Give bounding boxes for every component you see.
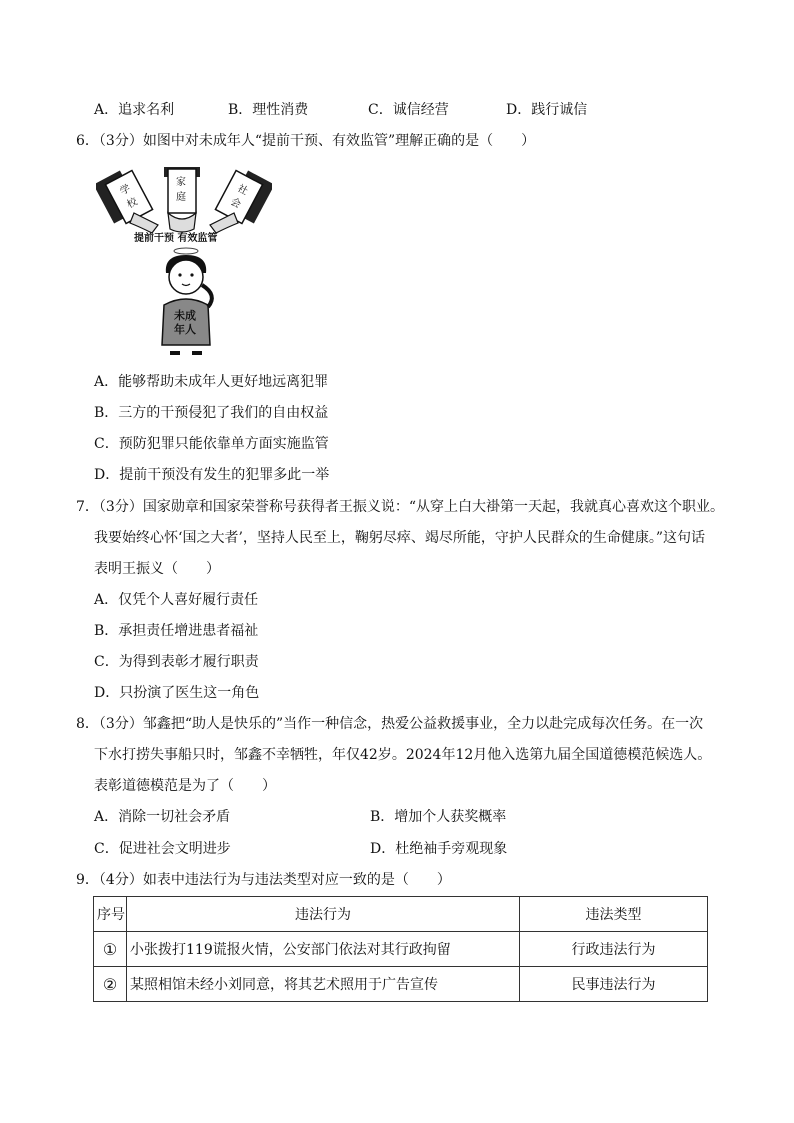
q8-option-b: B．增加个人获奖概率 — [370, 809, 507, 825]
q7-stem-line1: 7．（3分）国家勋章和国家荣誉称号获得者王振义说：“从穿上白大褂第一天起，我就真心喜欢这个职业。 — [76, 499, 724, 515]
table-row — [94, 932, 708, 967]
q7-stem-line3: 表明王振义（ ） — [94, 561, 220, 577]
q5-option-d: D．践行诚信 — [506, 102, 588, 118]
q9-row1-index: ① — [94, 932, 127, 967]
table-row — [94, 967, 708, 1002]
q9-row2-index: ② — [94, 967, 127, 1002]
q7-stem-line2: 我要始终心怀‘国之大者’，坚持人民至上，鞠躬尽瘁、竭尽所能，守护人民群众的生命健康。”这句话 — [94, 530, 706, 546]
q5-options — [94, 100, 714, 120]
hand-label-school-2: 校 — [125, 196, 140, 211]
q8-option-d: D．杜绝袖手旁观现象 — [370, 841, 508, 857]
q7-option-b: B．承担责任增进患者福祉 — [94, 623, 259, 639]
q7-option-a: A．仅凭个人喜好履行责任 — [94, 592, 259, 608]
q6-option-c: C．预防犯罪只能依靠单方面实施监管 — [94, 436, 329, 452]
q8-stem-line1: 8．（3分）邹鑫把“助人是快乐的”当作一种信念，热爱公益救援事业，全力以赴完成每次任务。在一次 — [76, 716, 704, 732]
hand-label-family-1: 家 — [176, 177, 186, 188]
q5-option-b: B．理性消费 — [228, 102, 309, 118]
q9-stem: 9．（4分）如表中违法行为与违法类型对应一致的是（ ） — [76, 872, 451, 888]
q7-option-c: C．为得到表彰才履行职责 — [94, 654, 259, 670]
q8-option-c: C．促进社会文明进步 — [94, 841, 231, 857]
q9-row2-act: 某照相馆未经小刘同意，将其艺术照用于广告宣传 — [127, 967, 520, 1002]
q8-stem-line3: 表彰道德模范是为了（ ） — [94, 778, 276, 794]
q6-illustration — [96, 167, 272, 355]
q9-header-act: 违法行为 — [127, 897, 520, 932]
hand-label-society-2: 会 — [228, 196, 243, 211]
q6-option-b: B．三方的干预侵犯了我们的自由权益 — [94, 405, 329, 421]
q5-option-a: A．追求名利 — [94, 102, 175, 118]
q9-header-index: 序号 — [94, 897, 127, 932]
q7-option-d: D．只扮演了医生这一角色 — [94, 685, 260, 701]
person-label-line1: 未成 — [174, 309, 196, 322]
q6-stem: 6．（3分）如图中对未成年人“提前干预、有效监管”理解正确的是（ ） — [76, 133, 536, 149]
hand-family-icon — [164, 167, 200, 232]
hand-label-school-1: 学 — [118, 183, 133, 198]
hand-label-family-2: 庭 — [176, 192, 186, 203]
q9-row2-type: 民事违法行为 — [520, 967, 708, 1002]
q8-stem-line2: 下水打捞失事船只时，邹鑫不幸牺牲，年仅42岁。2024年12月他入选第九届全国道德模范候选人。 — [94, 747, 712, 763]
minor-person-icon — [162, 255, 212, 355]
q9-header-type: 违法类型 — [520, 897, 708, 932]
illustration-caption: 提前干预 有效监管 — [134, 233, 218, 244]
q8-option-a: A．消除一切社会矛盾 — [94, 809, 231, 825]
q5-option-c: C．诚信经营 — [368, 102, 449, 118]
q9-table — [93, 896, 708, 1002]
hand-society-icon — [210, 171, 272, 233]
hand-label-society-1: 社 — [235, 183, 250, 198]
q6-option-a: A．能够帮助未成年人更好地远离犯罪 — [94, 374, 329, 390]
q9-table-header-row — [94, 897, 708, 932]
person-label-line2: 年人 — [174, 323, 196, 336]
q6-option-d: D．提前干预没有发生的犯罪多此一举 — [94, 467, 330, 483]
hand-school-icon — [96, 171, 158, 233]
q9-row1-type: 行政违法行为 — [520, 932, 708, 967]
q9-row1-act: 小张拨打119谎报火情，公安部门依法对其行政拘留 — [127, 932, 520, 967]
